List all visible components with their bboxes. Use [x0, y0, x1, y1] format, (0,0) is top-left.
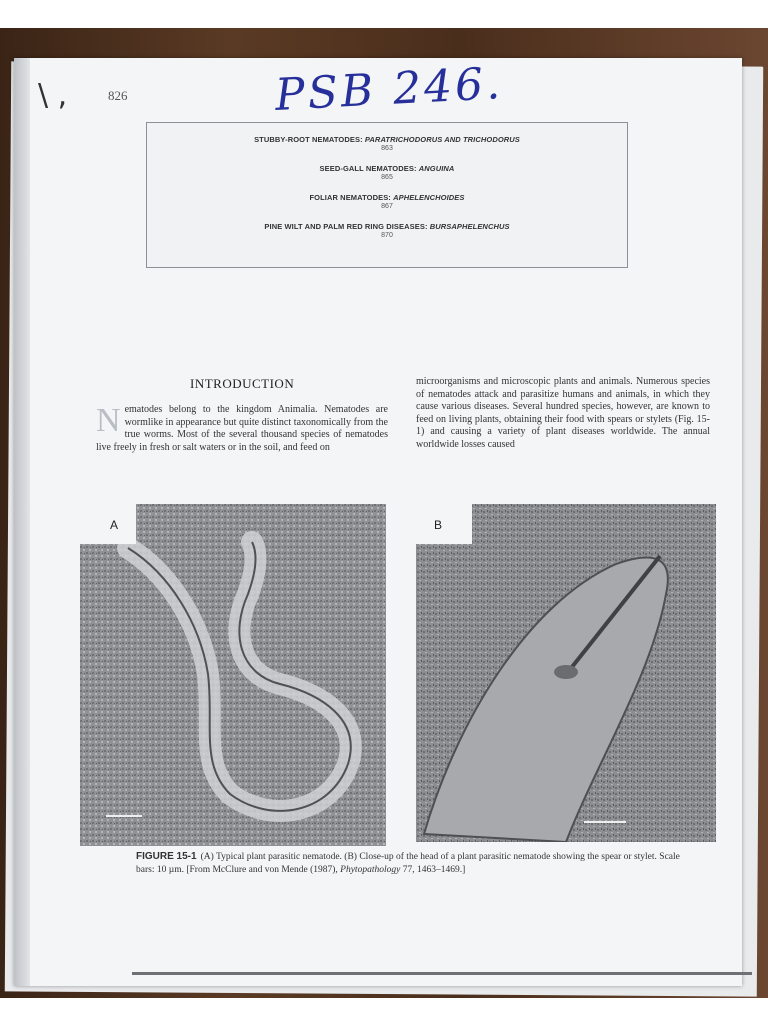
figure-caption: [136, 850, 684, 877]
contents-entry-page: 863: [381, 145, 393, 152]
panel-label-background: [80, 504, 136, 544]
body-text-left-column: [96, 404, 388, 454]
figure-number: FIGURE 15-1: [136, 851, 197, 862]
contents-entry: [147, 193, 627, 210]
panel-label-background: [416, 504, 472, 544]
contents-entry-page: 867: [381, 203, 393, 210]
contents-entry-title: STUBBY-ROOT NEMATODES: PARATRICHODORUS AND TRICHODORUS: [254, 135, 520, 144]
contents-entry: [147, 164, 627, 181]
contents-entry: [147, 222, 627, 239]
contents-entry-title: SEED-GALL NEMATODES: ANGUINA: [319, 164, 455, 173]
figure-panel-a-micrograph: [80, 504, 386, 846]
caption-citation: 77, 1463–1469.]: [400, 865, 466, 875]
page-bottom-rule: [132, 972, 752, 975]
page-number: 826: [108, 88, 128, 103]
contents-entry-page: 870: [381, 232, 393, 239]
body-text-right-column: microorganisms and microscopic plants and animals. Numerous species of nematodes attack and parasitize humans and animals, in which they cause various diseases. Several hundred species, however, are known to feed on living plants, obtaining their food with spears or stylets (Fig. 15-1) and causing a variety of plant diseases worldwide. The annual worldwide losses caused: [416, 376, 710, 450]
contents-entry: [147, 135, 627, 152]
contents-entry-page: 865: [381, 174, 393, 181]
caption-journal: Phytopathology: [340, 865, 401, 875]
panel-b-label: B: [434, 518, 443, 532]
contents-entry-title: PINE WILT AND PALM RED RING DISEASES: BURSAPHELENCHUS: [264, 222, 510, 231]
handwritten-course-code: PSB 246.: [273, 58, 505, 121]
chapter-contents-box: [146, 122, 628, 268]
margin-marks: \ ,: [38, 78, 68, 113]
figure-panel-b-micrograph: [416, 504, 716, 842]
section-heading: INTRODUCTION: [190, 376, 295, 391]
page-left-shadow: [14, 58, 30, 986]
caption-text: (A) Typical plant parasitic nematode. (B) Close-up of the head of a plant parasitic nematode showing the spear or stylet. Scale bars: 10 µm. [From McClure and von Mende (1987),: [136, 852, 680, 875]
nematode-head-illustration: [416, 504, 716, 842]
nematode-body-illustration: [80, 504, 386, 846]
left-column-text: ematodes belong to the kingdom Animalia. Nematodes are wormlike in appearance but quite distinct taxonomically from the true worms. Most of the several thousand species of nematodes live freely in fresh or salt waters or in the soil, and feed on: [96, 404, 388, 453]
panel-a-label: A: [110, 518, 119, 532]
contents-entry-title: FOLIAR NEMATODES: APHELENCHOIDES: [309, 193, 465, 202]
drop-cap: N: [96, 402, 121, 439]
